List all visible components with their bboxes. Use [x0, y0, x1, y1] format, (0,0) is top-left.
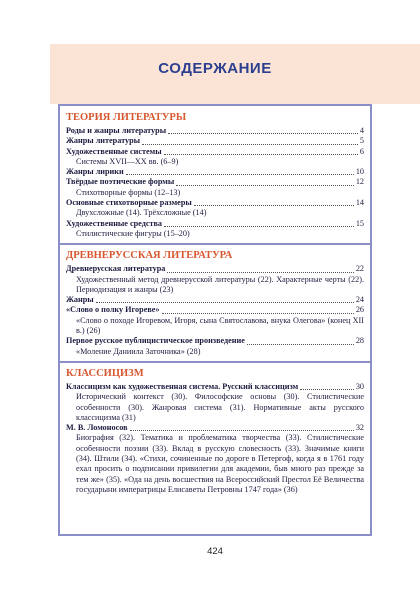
toc-section-theory	[66, 111, 364, 243]
entry-page: 12	[355, 177, 364, 187]
entry-description: Стилистические фигуры (15–20)	[76, 228, 190, 238]
entry-description: Двухсложные (14). Трёхсложные (14)	[76, 208, 207, 218]
entry-page: 15	[355, 218, 364, 228]
leader-dots	[300, 388, 354, 390]
entry-title: Основные стихотворные размеры	[66, 198, 192, 208]
entry-page: 26	[355, 305, 364, 315]
toc-section-classicism	[60, 361, 370, 499]
entry-description: Художественный метод древнерусской литературы (22). Характерные черты (22). Периодизация и жанры (23)	[76, 274, 364, 294]
leader-dots	[126, 173, 354, 175]
entry-title: «Слово о полку Игореве»	[66, 305, 160, 315]
entry-description: Исторический контекст (30). Философские основы (30). Стилистические особенности (30). Жанровая система (31). Нормативные акты русского классицизма (31)	[76, 392, 364, 422]
entry-page: 30	[355, 381, 364, 391]
toc-entry[interactable]	[66, 305, 364, 336]
page-margin	[0, 0, 50, 600]
entry-title: Твёрдые поэтические формы	[66, 177, 175, 187]
toc-entry[interactable]	[66, 198, 364, 219]
entry-description: «Слово о походе Игоревом, Игоря, сына Святославова, внука Олегова» (конец XII в.) (26)	[76, 315, 364, 336]
leader-dots	[176, 184, 354, 186]
entry-title: Художественные средства	[66, 218, 163, 228]
entry-page: 24	[355, 295, 364, 305]
entry-title: М. В. Ломоносов	[66, 423, 128, 433]
leader-dots	[162, 312, 354, 314]
toc-section-old-russian	[60, 243, 370, 361]
leader-dots	[167, 271, 353, 273]
leader-dots	[164, 153, 358, 155]
toc-entry[interactable]	[66, 136, 364, 146]
entry-description: Стихотворные формы (12–13)	[76, 187, 181, 197]
section-title: ТЕОРИЯ ЛИТЕРАТУРЫ	[66, 112, 187, 123]
leader-dots	[194, 204, 354, 206]
entry-page: 28	[355, 336, 364, 346]
leader-dots	[130, 429, 354, 431]
entry-title: Роды и жанры литературы	[66, 126, 167, 135]
toc-entry[interactable]	[66, 382, 364, 423]
section-title: ДРЕВНЕРУССКАЯ ЛИТЕРАТУРА	[66, 250, 233, 262]
toc-entry[interactable]	[66, 126, 364, 136]
leader-dots	[247, 343, 354, 345]
entry-page: 14	[355, 198, 364, 208]
toc-entry[interactable]	[66, 177, 364, 198]
entry-page: 6	[359, 146, 364, 156]
toc-entry[interactable]	[66, 147, 364, 168]
entry-title: Жанры	[66, 295, 94, 305]
entry-title: Классицизм как художественная система. Русский классицизм	[66, 381, 299, 391]
section-title: КЛАССИЦИЗМ	[66, 367, 144, 379]
entry-page: 32	[355, 423, 364, 433]
toc-entry[interactable]	[66, 423, 364, 495]
leader-dots	[142, 143, 358, 145]
entry-page: 22	[355, 264, 364, 274]
entry-title: Древнерусская литература	[66, 264, 166, 274]
leader-dots	[96, 301, 354, 303]
entry-page: 4	[359, 126, 364, 135]
page-number: 424	[207, 546, 223, 557]
toc-entry[interactable]	[66, 264, 364, 295]
entry-title: Первое русское публицистическое произведение	[66, 336, 245, 346]
toc-entry[interactable]	[66, 336, 364, 357]
toc-entry[interactable]	[66, 295, 364, 305]
entry-page: 5	[359, 136, 364, 146]
entry-description: «Моление Даниила Заточника» (28)	[76, 346, 201, 356]
leader-dots	[164, 225, 354, 227]
leader-dots	[168, 132, 358, 134]
toc-entry[interactable]	[66, 219, 364, 240]
toc-entry[interactable]	[66, 167, 364, 177]
entry-title: Жанры лирики	[66, 167, 124, 177]
table-of-contents	[58, 104, 372, 536]
entry-description: Системы XVII—XX вв. (6–9)	[76, 156, 179, 166]
entry-page: 10	[355, 167, 364, 177]
entry-title: Жанры литературы	[66, 136, 141, 146]
entry-title: Художественные системы	[66, 146, 162, 156]
entry-description: Биография (32). Тематика и проблематика творчества (33). Стилистические особенности поэзии (33). Вклад в русскую словесность (33). Значимые книги (34). Штили (34). «Стихи, сочиненные по дороге в Петергоф, когда я в 1761 году ехал просить о подписании привилегии для академии, быв много раз прежде за тем же» (35). «Ода на день восшествия на Всероссийский Престол Её Величества государыни императрицы Елисаветы Петровны 1747 года» (36)	[76, 433, 364, 494]
page-title: СОДЕРЖАНИЕ	[158, 60, 272, 77]
